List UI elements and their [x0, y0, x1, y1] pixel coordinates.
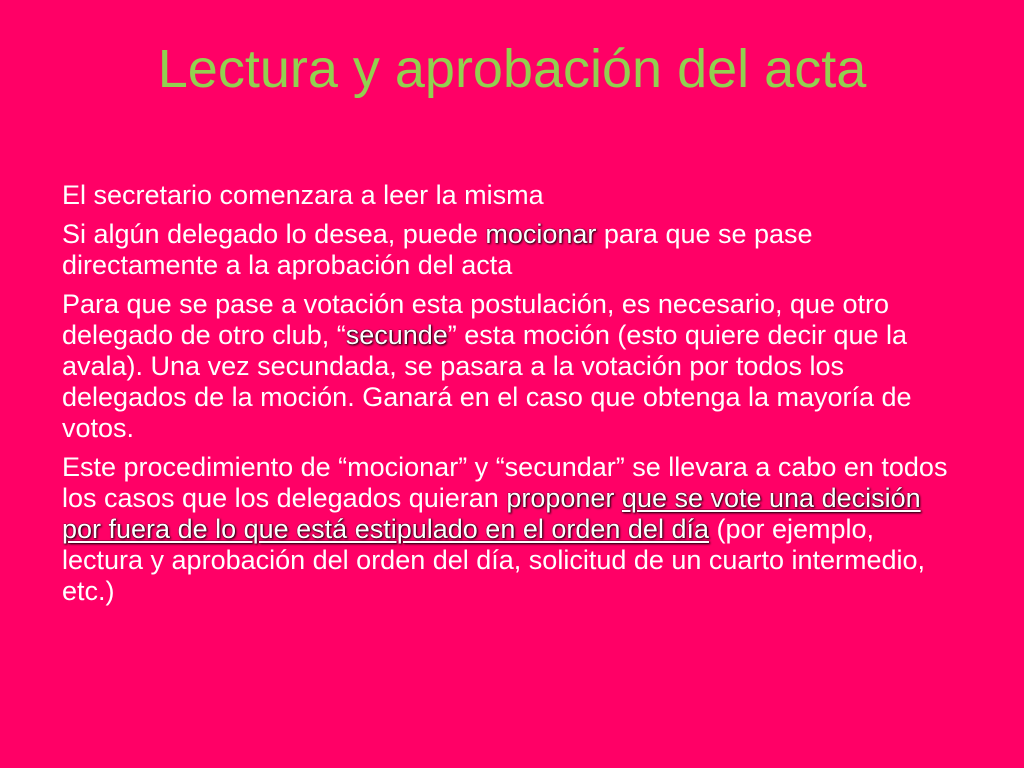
paragraph-1-text: El secretario comenzara a leer la misma [62, 180, 544, 210]
slide-body [62, 180, 962, 615]
term-secunde: secunde [345, 320, 448, 350]
paragraph-3-after: ” esta moción (esto quiere decir que la avala). Una vez secundada, se pasara a la votación por todos los delegados de la moción. Ganará en el caso que obtenga la mayoría de votos. [62, 320, 912, 443]
term-space [614, 483, 622, 513]
paragraph-3 [62, 289, 962, 444]
paragraph-2-after: para que se pase directamente a la aprobación del acta [62, 219, 813, 280]
paragraph-1 [62, 180, 962, 211]
term-underlined-phrase: que se vote una decisión por fuera de lo que está estipulado en el orden del día [62, 483, 921, 544]
paragraph-4-after: (por ejemplo, lectura y aprobación del orden del día, solicitud de un cuarto intermedio, etc.) [62, 514, 926, 606]
term-proponer: proponer [506, 483, 615, 513]
paragraph-2 [62, 219, 962, 281]
paragraph-4 [62, 452, 962, 607]
paragraph-3-before: Para que se pase a votación esta postulación, es necesario, que otro delegado de otro club, “ [62, 289, 890, 350]
paragraph-4-before: Este procedimiento de “mocionar” y “secundar” se llevara a cabo en todos los casos que los delegados quieran [62, 452, 948, 513]
paragraph-2-before: Si algún delegado lo desea, puede [62, 219, 486, 249]
slide-title: Lectura y aprobación del acta [157, 39, 867, 99]
term-mocionar: mocionar [485, 219, 597, 249]
